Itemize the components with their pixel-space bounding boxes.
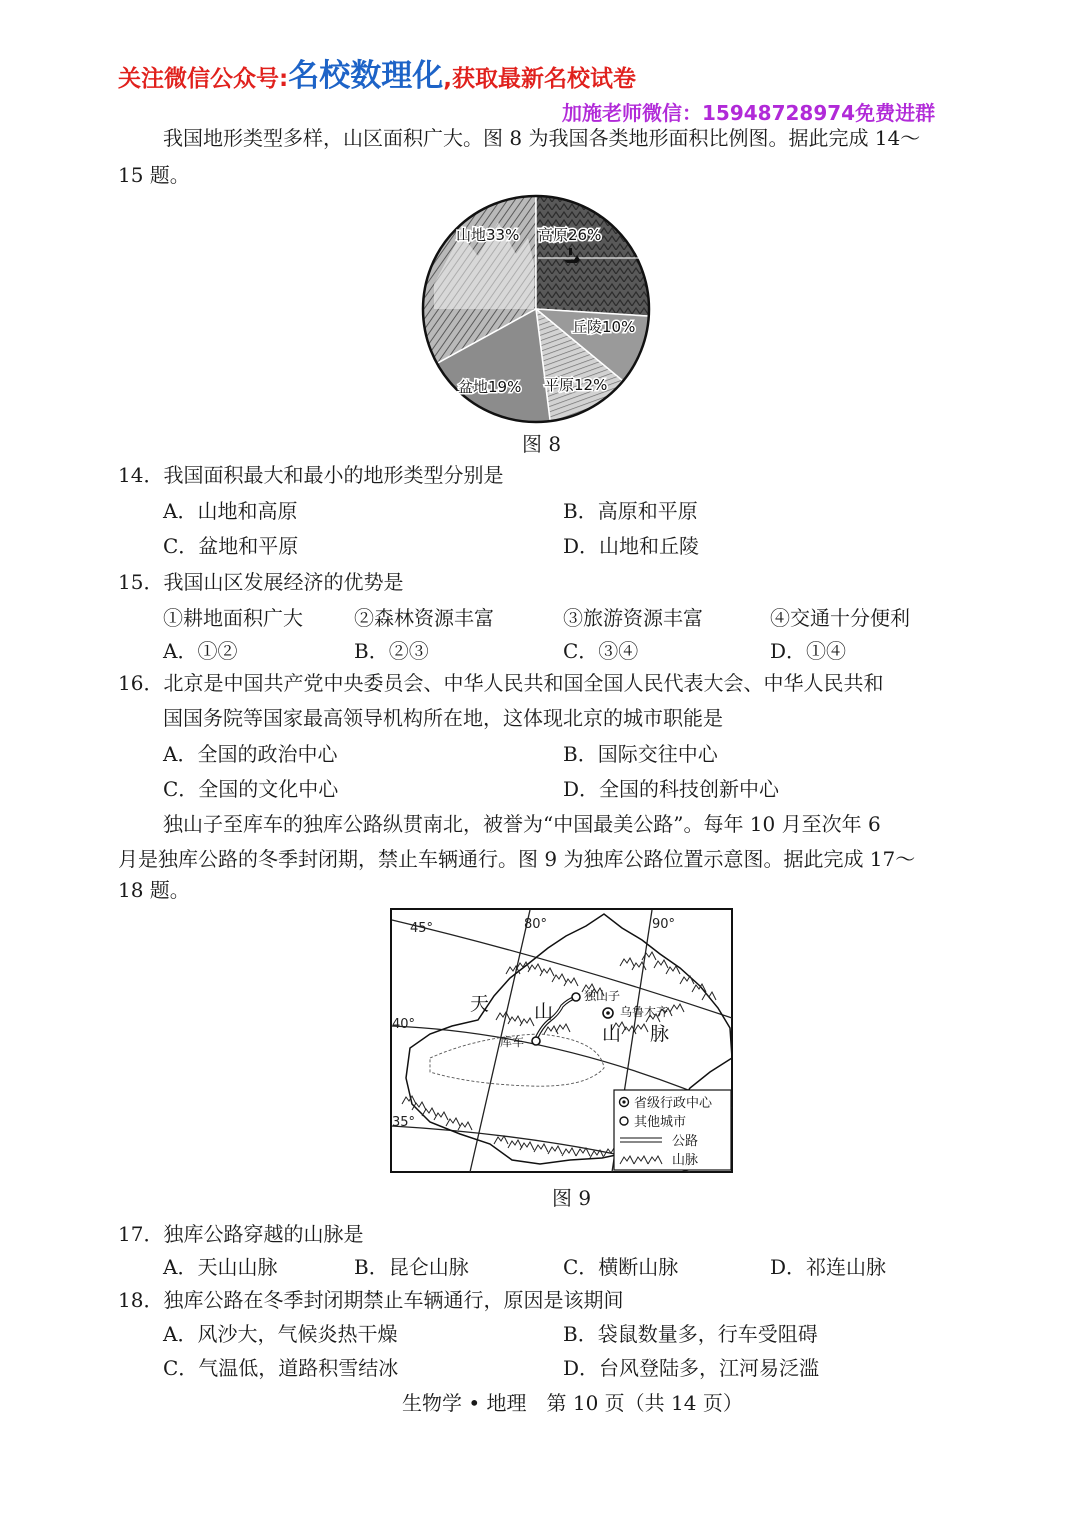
q18-option-a[interactable]: A．风沙大，气候炎热干燥 bbox=[163, 1322, 398, 1346]
fig9-caption: 图 9 bbox=[552, 1186, 592, 1210]
lat-35-label: 35° bbox=[392, 1115, 416, 1130]
page-footer: 生物学 • 地理 第 10 页（共 14 页） bbox=[402, 1391, 743, 1415]
label-hill: 丘陵10% bbox=[572, 318, 636, 336]
intro2-line1: 独山子至库车的独库公路纵贯南北，被誉为“中国最美公路”。每年 10 月至次年 6 bbox=[163, 812, 881, 836]
lon-80-label: 80° bbox=[524, 917, 548, 932]
fig8-caption: 图 8 bbox=[522, 432, 562, 456]
shan-label-2: 山 bbox=[602, 1023, 622, 1045]
label-mountain: 山地33% bbox=[456, 226, 520, 244]
intro2-line3: 18 题。 bbox=[118, 878, 190, 902]
q14-option-d[interactable]: D．山地和丘陵 bbox=[563, 534, 700, 558]
label-plateau: 高原26% bbox=[538, 226, 602, 244]
dushanzi-city-marker bbox=[572, 993, 580, 1001]
q14-stem: 14．我国面积最大和最小的地形类型分别是 bbox=[118, 463, 504, 487]
q16-option-b[interactable]: B．国际交往中心 bbox=[563, 742, 718, 766]
legend-capital-label: 省级行政中心 bbox=[634, 1096, 713, 1111]
legend-road-label: 公路 bbox=[672, 1134, 699, 1149]
q18-option-b[interactable]: B．袋鼠数量多，行车受阻碍 bbox=[563, 1322, 818, 1346]
q17-stem: 17．独库公路穿越的山脉是 bbox=[118, 1222, 364, 1246]
q15-statement-3: ③旅游资源丰富 bbox=[563, 606, 703, 630]
duku-highway-map bbox=[390, 908, 734, 1174]
q15-stem: 15．我国山区发展经济的优势是 bbox=[118, 570, 404, 594]
q16-stem-line2: 国国务院等国家最高领导机构所在地，这体现北京的城市职能是 bbox=[163, 706, 723, 730]
q17-option-c[interactable]: C．横断山脉 bbox=[563, 1255, 679, 1279]
legend-city-label: 其他城市 bbox=[634, 1115, 687, 1130]
kuqa-label: 库车 bbox=[500, 1035, 525, 1049]
q15-statement-2: ②森林资源丰富 bbox=[354, 606, 494, 630]
dushanzi-label: 独山子 bbox=[584, 989, 621, 1003]
intro2-line2: 月是独库公路的冬季封闭期，禁止车辆通行。图 9 为独库公路位置示意图。据此完成 17～ bbox=[118, 847, 916, 871]
q16-option-c[interactable]: C．全国的文化中心 bbox=[163, 777, 339, 801]
legend-city-symbol bbox=[620, 1117, 628, 1125]
map-legend bbox=[614, 1090, 731, 1170]
q15-option-c[interactable]: C．③④ bbox=[563, 639, 639, 663]
q17-option-d[interactable]: D．祁连山脉 bbox=[770, 1255, 887, 1279]
kuqa-city-marker bbox=[532, 1037, 540, 1045]
shan-label-1: 山 bbox=[534, 1001, 554, 1023]
q16-option-a[interactable]: A．全国的政治中心 bbox=[163, 742, 338, 766]
ad-suffix: ,获取最新名校试卷 bbox=[443, 66, 636, 92]
mai-label: 脉 bbox=[650, 1023, 670, 1045]
q15-statement-1: ①耕地面积广大 bbox=[163, 606, 303, 630]
slice-plateau bbox=[536, 196, 649, 316]
label-plain: 平原12% bbox=[544, 376, 608, 394]
q18-stem: 18．独库公路在冬季封闭期禁止车辆通行，原因是该期间 bbox=[118, 1288, 624, 1312]
q14-option-a[interactable]: A．山地和高原 bbox=[163, 499, 298, 523]
intro1-line2: 15 题。 bbox=[118, 163, 190, 187]
q15-option-d[interactable]: D．①④ bbox=[770, 639, 847, 663]
lat-45-label: 45° bbox=[410, 921, 434, 936]
terrain-pie-chart bbox=[416, 194, 656, 426]
q15-statement-4: ④交通十分便利 bbox=[770, 606, 910, 630]
contact-line: 加施老师微信：15948728974免费进群 bbox=[562, 101, 936, 125]
q16-stem-line1: 16．北京是中国共产党中央委员会、中华人民共和国全国人民代表大会、中华人民共和 bbox=[118, 671, 884, 695]
q16-option-d[interactable]: D．全国的科技创新中心 bbox=[563, 777, 780, 801]
legend-mountain-label: 山脉 bbox=[672, 1153, 699, 1168]
q15-option-b[interactable]: B．②③ bbox=[354, 639, 429, 663]
q17-option-b[interactable]: B．昆仑山脉 bbox=[354, 1255, 469, 1279]
q18-option-d[interactable]: D．台风登陆多，江河易泛滥 bbox=[563, 1356, 820, 1380]
intro1-line1: 我国地形类型多样，山区面积广大。图 8 为我国各类地形面积比例图。据此完成 14～ bbox=[163, 126, 921, 150]
q17-option-a[interactable]: A．天山山脉 bbox=[163, 1255, 278, 1279]
q14-option-b[interactable]: B．高原和平原 bbox=[563, 499, 698, 523]
urumqi-capital-dot bbox=[606, 1011, 610, 1015]
lat-40-label: 40° bbox=[392, 1017, 416, 1032]
label-basin: 盆地19% bbox=[458, 378, 522, 396]
q14-option-c[interactable]: C．盆地和平原 bbox=[163, 534, 299, 558]
q15-option-a[interactable]: A．①② bbox=[163, 639, 238, 663]
tian-label: 天 bbox=[470, 993, 490, 1015]
ad-prefix: 关注微信公众号: bbox=[118, 66, 289, 92]
lon-90-label: 90° bbox=[652, 917, 676, 932]
urumqi-label: 乌鲁木齐 bbox=[620, 1005, 669, 1019]
ad-brand: 名校数理化 bbox=[288, 58, 444, 94]
q18-option-c[interactable]: C．气温低，道路积雪结冰 bbox=[163, 1356, 399, 1380]
ad-banner bbox=[118, 50, 636, 95]
